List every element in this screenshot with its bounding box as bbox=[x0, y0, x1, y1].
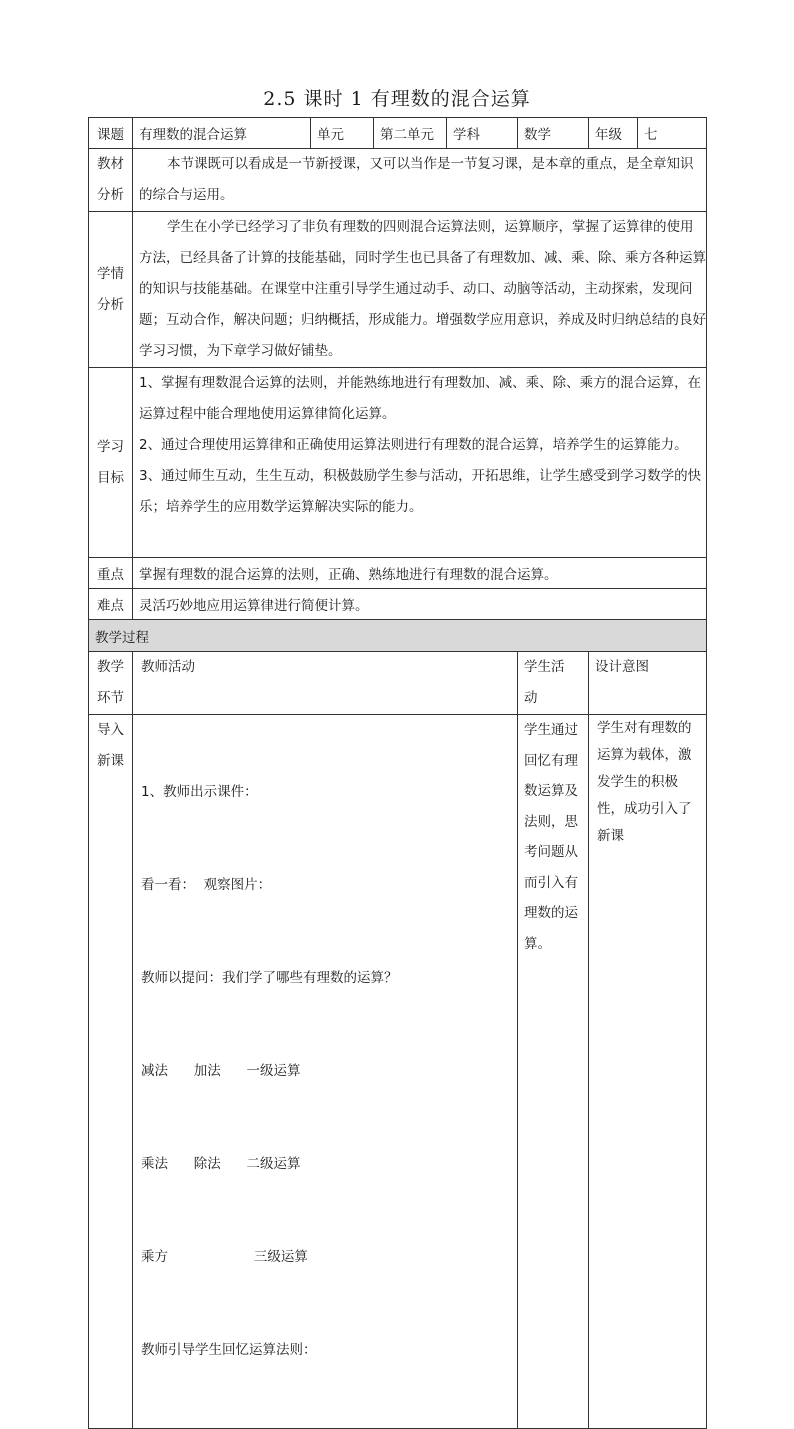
process-col-intent: 设计意图 bbox=[589, 652, 707, 715]
material-label-line-1: 教材 bbox=[97, 156, 124, 172]
unit-value: 第二单元 bbox=[374, 118, 447, 149]
objectives-row bbox=[89, 368, 707, 558]
learner-row bbox=[89, 212, 707, 368]
process-col-teacher: 教师活动 bbox=[133, 652, 518, 715]
objective-item-2: 2、通过合理使用运算律和正确使用运算法则进行有理数的混合运算，培养学生的运算能力。 bbox=[139, 437, 688, 453]
subject-label: 学科 bbox=[447, 118, 518, 149]
difficulty-text: 灵活巧妙地应用运算律进行简便计算。 bbox=[133, 589, 707, 620]
key-point-text: 掌握有理数的混合运算的法则，正确、熟练地进行有理数的混合运算。 bbox=[133, 558, 707, 589]
grade-label: 年级 bbox=[589, 118, 638, 149]
difficulty-label: 难点 bbox=[89, 589, 133, 620]
objective-item-3: 3、通过师生互动，生生互动，积极鼓励学生参与活动，开拓思维，让学生感受到学习数学的快乐；培养学生的应用数学运算解决实际的能力。 bbox=[139, 468, 702, 515]
process-stage bbox=[89, 715, 133, 1429]
grade-value: 七 bbox=[638, 118, 707, 149]
topic-label: 课题 bbox=[89, 118, 133, 149]
topic-value: 有理数的混合运算 bbox=[133, 118, 311, 149]
material-row bbox=[89, 149, 707, 212]
process-section-title: 教学过程 bbox=[89, 620, 707, 652]
process-header-row bbox=[89, 652, 707, 715]
lesson-plan-table bbox=[88, 117, 707, 1429]
teacher-line-1: 1、教师出示课件： bbox=[141, 784, 258, 800]
learner-label bbox=[89, 212, 133, 368]
teacher-line-5: 乘法 除法 二级运算 bbox=[141, 1156, 301, 1172]
teacher-line-7: 教师引导学生回忆运算法则： bbox=[141, 1342, 317, 1358]
learner-label-line-1: 学情 bbox=[97, 265, 124, 282]
process-col-stage-line-2: 环节 bbox=[97, 690, 124, 706]
process-col-stage-line-1: 教学 bbox=[97, 659, 124, 675]
process-stage-line-1: 导入 bbox=[97, 722, 124, 738]
student-activity: 学生通过回忆有理数运算及法则，思考问题从而引入有理数的运算。 bbox=[518, 715, 589, 1429]
subject-value: 数学 bbox=[518, 118, 589, 149]
learner-label-line-2: 分析 bbox=[97, 296, 124, 313]
process-title-row bbox=[89, 620, 707, 652]
page-title: 2.5 课时 1 有理数的混合运算 bbox=[263, 88, 531, 110]
unit-label: 单元 bbox=[311, 118, 374, 149]
material-label bbox=[89, 149, 133, 212]
objectives-label-line-2: 目标 bbox=[97, 469, 124, 486]
objectives-label-line-1: 学习 bbox=[97, 438, 124, 455]
objectives-list bbox=[133, 368, 707, 558]
process-col-student bbox=[518, 652, 589, 715]
header-row bbox=[89, 118, 707, 149]
process-stage-line-2: 新课 bbox=[97, 753, 124, 769]
key-point-label: 重点 bbox=[89, 558, 133, 589]
teacher-line-2: 看一看： 观察图片： bbox=[141, 877, 272, 893]
objectives-label bbox=[89, 368, 133, 558]
objective-item-1: 1、掌握有理数混合运算的法则，并能熟练地进行有理数加、减、乘、除、乘方的混合运算，在运算过程中能合理地使用运算律简化运算。 bbox=[139, 375, 702, 422]
teacher-activity bbox=[133, 715, 518, 1429]
teacher-line-3: 教师以提问：我们学了哪些有理数的运算？ bbox=[141, 970, 398, 986]
difficulty-row bbox=[89, 589, 707, 620]
process-col-student-line-2: 动 bbox=[524, 690, 538, 706]
design-intent: 学生对有理数的运算为载体，激发学生的积极性，成功引入了新课 bbox=[589, 715, 707, 1429]
teacher-line-6: 乘方 三级运算 bbox=[141, 1249, 308, 1265]
key-point-row bbox=[89, 558, 707, 589]
learner-text: 学生在小学已经学习了非负有理数的四则混合运算法则，运算顺序，掌握了运算律的使用方法，已经具备了计算的技能基础，同时学生也已具备了有理数加、减、乘、除、乘方各种运算的知识与技能基础。在课堂中注重引导学生通过动手、动口、动脑等活动，主动探索，发现问题；互动合作，解决问题；归纳概括，形成能力。增强数学应用意识，养成及时归纳总结的良好学习习惯，为下章学习做好铺垫。 bbox=[133, 212, 707, 368]
material-text: 本节课既可以看成是一节新授课，又可以当作是一节复习课，是本章的重点，是全章知识的综合与运用。 bbox=[133, 149, 707, 212]
process-body-row bbox=[89, 715, 707, 1429]
process-col-student-line-1: 学生活 bbox=[524, 659, 565, 675]
material-label-line-2: 分析 bbox=[97, 187, 124, 203]
process-col-stage bbox=[89, 652, 133, 715]
teacher-line-4: 减法 加法 一级运算 bbox=[141, 1063, 301, 1079]
